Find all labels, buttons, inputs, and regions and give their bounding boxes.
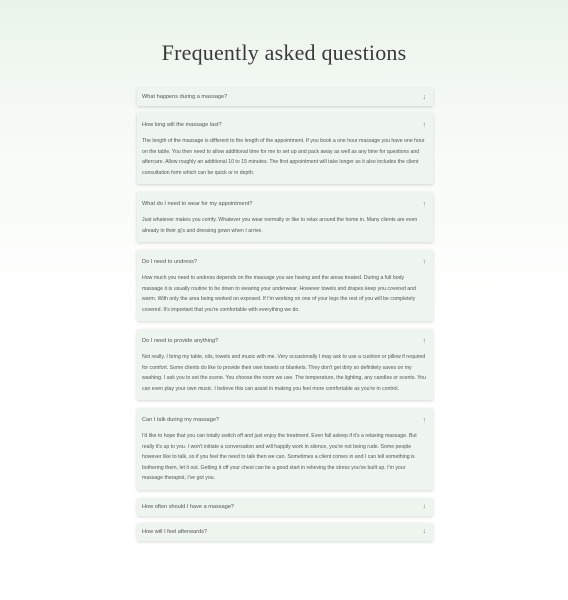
faq-question: How long will the massage last? (142, 122, 222, 128)
page-title: Frequently asked questions (161, 40, 407, 65)
faq-item (137, 523, 433, 541)
faq-answer: Not really. I bring my table, oils, towels and music with me. Very occasionally I may ask to use a cushion or pillow if required for comfort. Some clients do like to provide their own towels or blankets. They don't get dirty so definitely saves on my washing. I ask you to set the scene. You choose the room we use. The temperature, the lighting, any candles or scents. You can even play your own music. I believe this can assist in making you feel more comfortable as you're in control. (142, 354, 426, 392)
chevron-down-icon[interactable]: ↓ (422, 503, 426, 510)
faq-answer: The length of the massage is different to the length of the appointment. If you book a one hour massage you have one hour on the table. You then need to allow additional time for me to set up and pack away as well as any time for questions and aftercare. Allow roughly an additional 10 to 15 minutes. The first appointment will take longer as it also includes the client consultation form which can be quick or in depth. (142, 138, 425, 176)
faq-toggle[interactable] (137, 329, 433, 352)
faq-question: Do I need to undress? (142, 259, 198, 265)
chevron-down-icon[interactable]: ↓ (422, 528, 426, 535)
faq-question: How often should I have a massage? (142, 503, 235, 510)
faq-toggle[interactable] (137, 408, 433, 431)
faq-item (137, 408, 433, 490)
faq-answer: Just whatever makes you comfy. Whatever you wear normally or like to relax around the home in. Many clients are even already in their pj's and dressing gown when I arrive. (142, 217, 418, 234)
faq-item (137, 113, 433, 184)
faq-toggle[interactable] (137, 113, 433, 136)
faq-toggle[interactable] (137, 88, 433, 106)
faq-item (137, 250, 433, 321)
faq-list (137, 88, 433, 548)
chevron-up-icon[interactable]: ↑ (422, 416, 426, 424)
chevron-down-icon[interactable]: ↓ (422, 93, 426, 101)
faq-question: Do I need to provide anything? (142, 338, 219, 344)
faq-question: What happens during a massage? (142, 94, 228, 100)
faq-question: What do I need to wear for my appointment? (142, 201, 253, 207)
faq-item (137, 192, 433, 242)
faq-question: How will I feel afterwards? (142, 528, 207, 535)
faq-item (137, 498, 433, 516)
chevron-up-icon[interactable]: ↑ (422, 200, 426, 208)
faq-toggle[interactable] (137, 498, 433, 516)
faq-item (137, 329, 433, 400)
faq-item (137, 88, 433, 106)
faq-answer: I'd like to hope that you can totally switch off and just enjoy the treatment. Even fall asleep if it's a relaxing massage. But really it's up to you. I won't initiate a conversation and will happily work in silence, you're not being rude. Some people however like to talk, so if you feel the need to talk then we can. Sometimes a client comes in and I can tell something is bothering them, let it out. Getting it off your chest can be a good start in relieving the stress you've built up. I'm your massage therapist, I've got you. (142, 433, 417, 481)
faq-toggle[interactable] (137, 250, 433, 273)
chevron-up-icon[interactable]: ↑ (422, 258, 426, 266)
chevron-up-icon[interactable]: ↑ (422, 337, 426, 345)
faq-answer: How much you need to undress depends on the massage you are having and the areas treated. During a full body massage it is usually routine to be down to wearing your underwear. However towels and drapes keep you covered and warm. With only the area being worked on exposed. If I'm working on one of your legs the rest of you will be completely covered. It's important that you're comfortable with everything we do. (142, 275, 416, 313)
faq-toggle[interactable] (137, 523, 433, 541)
faq-question: Can I talk during my massage? (142, 417, 220, 423)
chevron-up-icon[interactable]: ↑ (422, 121, 426, 129)
faq-toggle[interactable] (137, 192, 433, 215)
